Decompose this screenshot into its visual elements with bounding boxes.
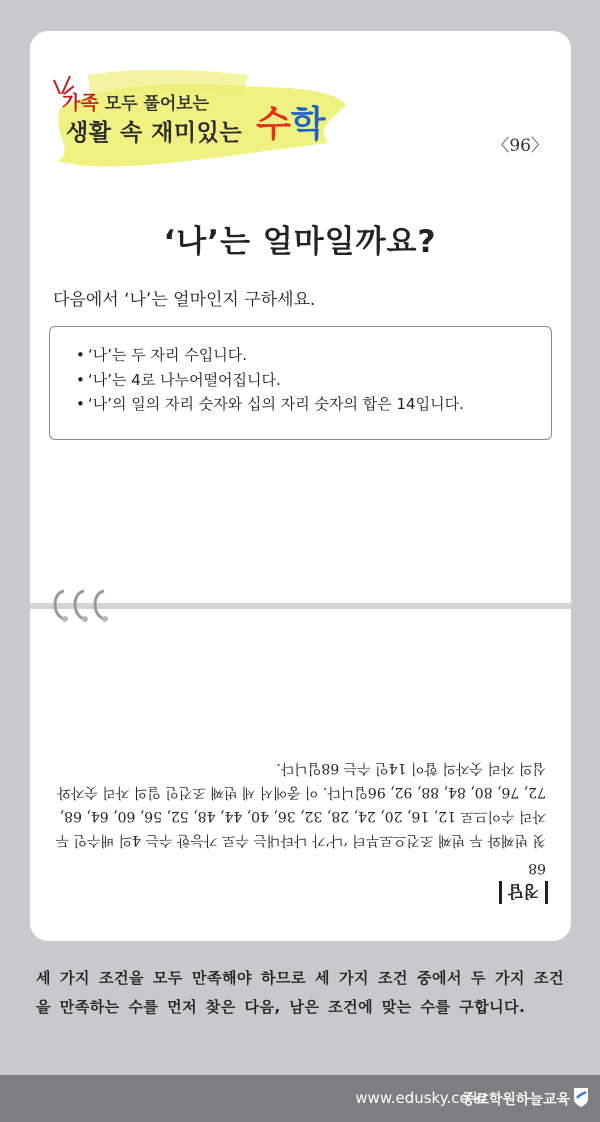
- answer-value: 68: [528, 860, 546, 876]
- footer-url[interactable]: www.edusky.co.kr: [355, 1089, 488, 1107]
- condition-item: • ‘나’는 4로 나누어떨어집니다.: [76, 368, 551, 393]
- problem-number: 〈96〉: [492, 136, 548, 156]
- answer-upside-down: [46, 760, 554, 912]
- answer-label: 정답: [499, 881, 548, 904]
- problem-prompt: 다음에서 ‘나’는 얼마인지 구하세요.: [53, 290, 316, 310]
- condition-item: • ‘나’는 두 자리 수입니다.: [76, 343, 551, 368]
- banner-math-a: 수: [256, 104, 291, 145]
- conditions-box: [49, 326, 552, 440]
- brand-logo-icon: [572, 1086, 590, 1108]
- footer-brand: 종로학원하늘교육: [461, 1092, 570, 1108]
- banner-math-b: 학: [290, 104, 326, 145]
- footer-bar: [0, 1075, 600, 1122]
- banner-title: 생활 속 재미있는: [66, 120, 243, 146]
- hint-text: 세 가지 조건을 모두 만족해야 하므로 세 가지 조건 중에서 두 가지 조건을 만족하는 수를 먼저 찾은 다음, 남은 조건에 맞는 수를 구합니다.: [36, 969, 564, 1016]
- banner-subtitle: [62, 88, 209, 115]
- answer-explanation: 첫 번째와 두 번째 조건으로부터 ‘나’가 나타내는 수로 가능한 수는 4의 배수인 두 자리 수이므로 12, 16, 20, 24, 28, 32, 36, 40, 44, 48, 52, 56, 60, 64, 68, 72, 76, 80, 84, 88, 92, 96입니다. 이 중에서 세 번째 조건인 일의 자리 숫자와 십의 자리 숫자의 합이 14인 수는 68입니다.: [55, 760, 546, 848]
- banner-subtitle-rest: 모두 풀어보는: [104, 94, 210, 114]
- spiral-rings-icon: [48, 585, 118, 627]
- condition-item: • ‘나’의 일의 자리 숫자와 십의 자리 숫자의 합은 14입니다.: [76, 392, 551, 417]
- banner-subtitle-first: 가족: [62, 92, 99, 114]
- problem-title: ‘나’는 얼마일까요?: [163, 224, 437, 260]
- banner-math: [256, 96, 326, 147]
